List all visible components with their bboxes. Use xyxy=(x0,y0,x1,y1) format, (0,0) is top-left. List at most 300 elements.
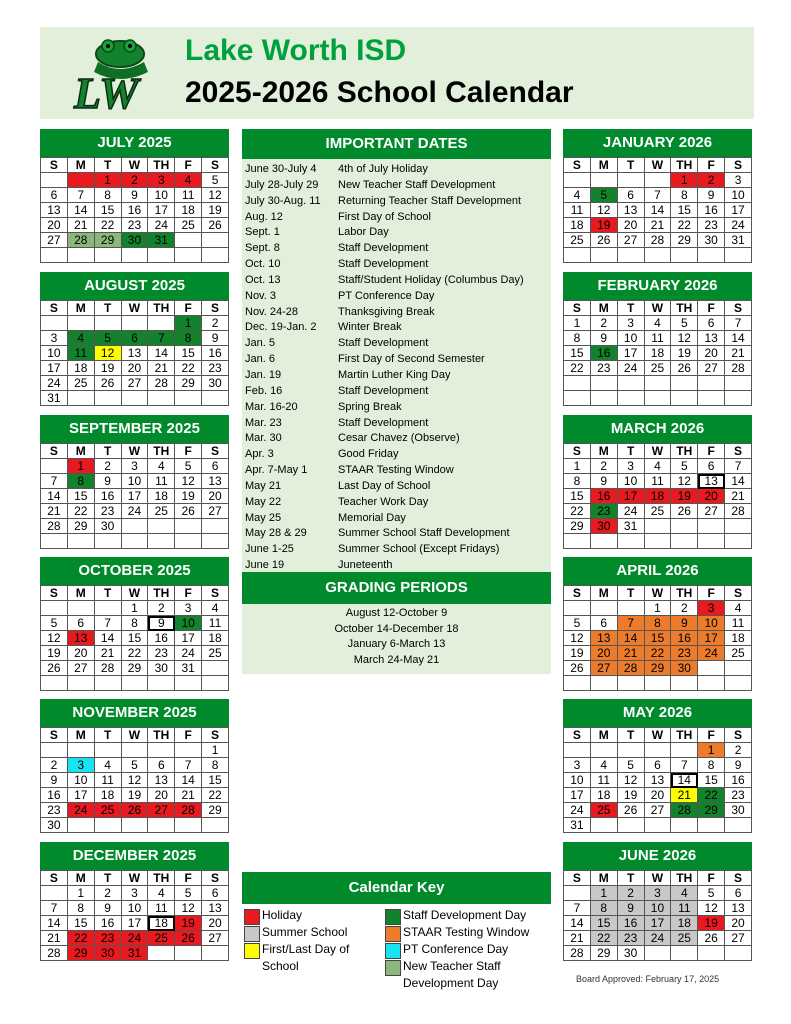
empty-day-cell xyxy=(590,818,617,833)
day-cell: 29 xyxy=(121,661,148,676)
day-cell: 13 xyxy=(644,773,671,788)
day-cell: 31 xyxy=(175,661,202,676)
week-row xyxy=(41,489,229,504)
day-cell: 9 xyxy=(94,474,121,489)
empty-day-cell xyxy=(725,946,752,961)
weekday-label: TH xyxy=(671,158,698,173)
empty-day-cell xyxy=(148,316,175,331)
empty-day-cell xyxy=(148,248,175,263)
day-cell: 17 xyxy=(41,361,68,376)
week-row xyxy=(564,661,752,676)
day-cell: 4 xyxy=(644,316,671,331)
day-cell: 12 xyxy=(617,773,644,788)
day-cell: 20 xyxy=(617,218,644,233)
key-label: First/Last Day of School xyxy=(262,942,350,973)
week-row xyxy=(564,901,752,916)
day-cell: 1 xyxy=(644,601,671,616)
weekday-label: TH xyxy=(148,444,175,459)
day-cell: 10 xyxy=(644,901,671,916)
key-swatch xyxy=(385,960,401,976)
day-cell: 30 xyxy=(94,519,121,534)
day-cell: 14 xyxy=(148,346,175,361)
day-cell: 28 xyxy=(617,661,644,676)
day-cell: 2 xyxy=(94,459,121,474)
empty-day-cell xyxy=(175,818,202,833)
key-label: PT Conference Day xyxy=(403,942,509,956)
day-cell: 8 xyxy=(67,474,94,489)
empty-day-cell xyxy=(175,391,202,406)
weekday-label: F xyxy=(175,444,202,459)
empty-day-cell xyxy=(175,946,202,961)
important-date-row xyxy=(242,526,551,542)
important-date: Sept. 8 xyxy=(245,242,280,255)
day-cell: 18 xyxy=(590,788,617,803)
month-title: APRIL 2026 xyxy=(563,557,752,585)
day-cell: 30 xyxy=(671,661,698,676)
week-row xyxy=(564,646,752,661)
day-cell: 13 xyxy=(148,773,175,788)
day-cell: 23 xyxy=(671,646,698,661)
weekday-header-row xyxy=(564,301,752,316)
grading-periods-list xyxy=(242,604,551,674)
empty-day-cell xyxy=(41,316,68,331)
day-cell: 7 xyxy=(94,616,121,631)
empty-day-cell xyxy=(148,676,175,691)
grading-periods-panel xyxy=(242,572,551,674)
day-cell: 15 xyxy=(698,773,725,788)
day-cell: 3 xyxy=(67,758,94,773)
day-cell: 16 xyxy=(617,916,644,931)
empty-day-cell xyxy=(175,248,202,263)
day-cell: 30 xyxy=(617,946,644,961)
key-swatch xyxy=(244,926,260,942)
important-event: Good Friday xyxy=(338,448,399,461)
weekday-label: F xyxy=(175,728,202,743)
day-cell: 18 xyxy=(644,489,671,504)
empty-day-cell xyxy=(644,391,671,406)
day-cell: 22 xyxy=(564,504,591,519)
weekday-label: M xyxy=(590,301,617,316)
week-row xyxy=(41,173,229,188)
day-cell: 16 xyxy=(202,346,229,361)
empty-day-cell xyxy=(41,676,68,691)
empty-day-cell xyxy=(67,391,94,406)
empty-day-cell xyxy=(590,534,617,549)
day-cell: 2 xyxy=(94,886,121,901)
day-cell: 7 xyxy=(644,188,671,203)
week-row xyxy=(41,504,229,519)
day-cell: 10 xyxy=(725,188,752,203)
day-cell: 26 xyxy=(94,376,121,391)
day-cell: 8 xyxy=(67,901,94,916)
day-cell: 4 xyxy=(175,173,202,188)
empty-day-cell xyxy=(121,743,148,758)
weekday-label: TH xyxy=(148,728,175,743)
day-cell: 24 xyxy=(725,218,752,233)
empty-day-cell xyxy=(67,173,94,188)
weekday-label: F xyxy=(698,444,725,459)
empty-day-cell xyxy=(121,316,148,331)
day-cell: 20 xyxy=(148,788,175,803)
weekday-header-row xyxy=(564,158,752,173)
weekday-label: S xyxy=(725,444,752,459)
day-cell: 25 xyxy=(671,931,698,946)
week-row xyxy=(41,646,229,661)
weekday-label: T xyxy=(94,444,121,459)
day-cell: 8 xyxy=(644,616,671,631)
day-cell: 15 xyxy=(121,631,148,646)
day-cell: 18 xyxy=(94,788,121,803)
week-row xyxy=(41,601,229,616)
empty-day-cell xyxy=(564,173,591,188)
day-cell: 22 xyxy=(67,931,94,946)
week-row xyxy=(41,346,229,361)
day-cell: 10 xyxy=(564,773,591,788)
month-title: DECEMBER 2025 xyxy=(40,842,229,870)
weekday-label: F xyxy=(175,871,202,886)
day-cell: 28 xyxy=(148,376,175,391)
day-cell: 6 xyxy=(644,758,671,773)
important-date-row xyxy=(242,273,551,289)
day-cell: 3 xyxy=(617,459,644,474)
week-row xyxy=(41,474,229,489)
calendar-key-title: Calendar Key xyxy=(242,872,551,904)
day-cell: 17 xyxy=(67,788,94,803)
day-cell: 3 xyxy=(725,173,752,188)
key-label: Holiday xyxy=(262,908,303,922)
day-cell: 11 xyxy=(175,188,202,203)
day-cell: 31 xyxy=(725,233,752,248)
day-cell: 12 xyxy=(175,901,202,916)
empty-day-cell xyxy=(41,459,68,474)
week-row xyxy=(564,946,752,961)
weekday-label: F xyxy=(698,728,725,743)
day-cell: 16 xyxy=(94,489,121,504)
month-calendar-aug xyxy=(40,272,229,406)
day-cell: 22 xyxy=(94,218,121,233)
month-calendar-sep xyxy=(40,415,229,549)
week-row xyxy=(41,743,229,758)
day-cell: 19 xyxy=(41,646,68,661)
day-cell: 26 xyxy=(617,803,644,818)
weekday-label: TH xyxy=(148,158,175,173)
day-cell: 4 xyxy=(94,758,121,773)
important-date-row xyxy=(242,257,551,273)
empty-day-cell xyxy=(564,376,591,391)
day-cell: 20 xyxy=(698,489,725,504)
empty-day-cell xyxy=(202,391,229,406)
week-row xyxy=(564,218,752,233)
important-date: Feb. 16 xyxy=(245,384,283,397)
empty-day-cell xyxy=(175,743,202,758)
day-cell: 7 xyxy=(725,459,752,474)
day-cell: 16 xyxy=(41,788,68,803)
day-cell: 19 xyxy=(94,361,121,376)
important-event: Last Day of School xyxy=(338,479,431,492)
day-cell: 3 xyxy=(644,886,671,901)
day-cell: 18 xyxy=(148,916,175,931)
day-cell: 23 xyxy=(94,931,121,946)
weekday-label: W xyxy=(121,158,148,173)
day-cell: 27 xyxy=(617,233,644,248)
weekday-label: T xyxy=(94,728,121,743)
week-row xyxy=(564,504,752,519)
empty-day-cell xyxy=(67,676,94,691)
week-row xyxy=(564,676,752,691)
day-cell: 6 xyxy=(41,188,68,203)
empty-day-cell xyxy=(564,601,591,616)
day-cell: 16 xyxy=(590,346,617,361)
day-cell: 7 xyxy=(175,758,202,773)
day-cell: 26 xyxy=(175,931,202,946)
day-cell: 16 xyxy=(671,631,698,646)
day-cell: 16 xyxy=(725,773,752,788)
empty-day-cell xyxy=(41,248,68,263)
week-row xyxy=(564,916,752,931)
day-cell: 3 xyxy=(121,886,148,901)
important-event: STAAR Testing Window xyxy=(338,464,454,477)
week-row xyxy=(41,773,229,788)
day-cell: 21 xyxy=(67,218,94,233)
empty-day-cell xyxy=(564,534,591,549)
empty-day-cell xyxy=(148,946,175,961)
key-label: New Teacher Staff Development Day xyxy=(403,959,501,990)
day-cell: 21 xyxy=(725,489,752,504)
weekday-label: S xyxy=(41,301,68,316)
weekday-label: M xyxy=(590,728,617,743)
frog-logo-icon xyxy=(68,36,160,114)
day-cell: 30 xyxy=(121,233,148,248)
important-event: Cesar Chavez (Observe) xyxy=(338,432,460,445)
empty-day-cell xyxy=(564,676,591,691)
weekday-label: W xyxy=(121,301,148,316)
empty-day-cell xyxy=(94,818,121,833)
day-cell: 9 xyxy=(148,616,175,631)
week-row xyxy=(564,361,752,376)
month-calendar-jul xyxy=(40,129,229,263)
weekday-label: W xyxy=(644,586,671,601)
day-cell: 20 xyxy=(725,916,752,931)
day-cell: 22 xyxy=(175,361,202,376)
weekday-label: W xyxy=(121,586,148,601)
important-date-row xyxy=(242,495,551,511)
weekday-label: T xyxy=(617,586,644,601)
empty-day-cell xyxy=(617,676,644,691)
day-cell: 25 xyxy=(644,504,671,519)
week-row xyxy=(41,391,229,406)
grading-periods-title: GRADING PERIODS xyxy=(242,572,551,604)
day-cell: 12 xyxy=(41,631,68,646)
day-cell: 17 xyxy=(644,916,671,931)
week-row xyxy=(564,474,752,489)
day-cell: 24 xyxy=(617,504,644,519)
grading-period: August 12-October 9 xyxy=(345,607,448,619)
important-date: June 30-July 4 xyxy=(245,163,317,175)
empty-day-cell xyxy=(94,316,121,331)
empty-day-cell xyxy=(617,818,644,833)
empty-day-cell xyxy=(590,376,617,391)
day-cell: 1 xyxy=(175,316,202,331)
week-row xyxy=(41,931,229,946)
day-cell: 10 xyxy=(67,773,94,788)
empty-day-cell xyxy=(725,534,752,549)
week-row xyxy=(564,803,752,818)
empty-day-cell xyxy=(94,248,121,263)
day-cell: 2 xyxy=(41,758,68,773)
month-calendar-jan xyxy=(563,129,752,263)
empty-day-cell xyxy=(67,316,94,331)
day-cell: 15 xyxy=(202,773,229,788)
week-row xyxy=(41,519,229,534)
day-cell: 5 xyxy=(94,331,121,346)
important-date: Jan. 6 xyxy=(245,353,275,366)
day-cell: 2 xyxy=(590,316,617,331)
day-cell: 16 xyxy=(94,916,121,931)
weekday-label: M xyxy=(590,158,617,173)
week-row xyxy=(41,803,229,818)
day-cell: 12 xyxy=(175,474,202,489)
day-cell: 18 xyxy=(644,346,671,361)
week-row xyxy=(41,916,229,931)
day-cell: 16 xyxy=(590,489,617,504)
day-cell: 25 xyxy=(175,218,202,233)
day-cell: 6 xyxy=(121,331,148,346)
day-cell: 28 xyxy=(564,946,591,961)
day-cell: 15 xyxy=(94,203,121,218)
week-row xyxy=(41,233,229,248)
day-cell: 24 xyxy=(617,361,644,376)
empty-day-cell xyxy=(67,818,94,833)
day-cell: 12 xyxy=(564,631,591,646)
grading-period: January 6-March 13 xyxy=(347,638,446,650)
important-dates-title: IMPORTANT DATES xyxy=(242,129,551,159)
important-event: Winter Break xyxy=(338,321,402,334)
day-cell: 23 xyxy=(590,504,617,519)
week-row xyxy=(41,788,229,803)
day-cell: 14 xyxy=(671,773,698,788)
empty-day-cell xyxy=(67,248,94,263)
empty-day-cell xyxy=(41,601,68,616)
weekday-label: W xyxy=(644,728,671,743)
day-cell: 22 xyxy=(67,504,94,519)
empty-day-cell xyxy=(590,743,617,758)
empty-day-cell xyxy=(202,534,229,549)
day-cell: 10 xyxy=(41,346,68,361)
day-cell: 30 xyxy=(148,661,175,676)
day-cell: 27 xyxy=(202,504,229,519)
day-cell: 2 xyxy=(202,316,229,331)
weekday-label: T xyxy=(617,871,644,886)
day-cell: 30 xyxy=(202,376,229,391)
week-row xyxy=(564,743,752,758)
day-cell: 16 xyxy=(698,203,725,218)
week-row xyxy=(564,346,752,361)
day-cell: 28 xyxy=(41,519,68,534)
empty-day-cell xyxy=(148,391,175,406)
day-cell: 29 xyxy=(698,803,725,818)
day-cell: 14 xyxy=(725,331,752,346)
weekday-label: TH xyxy=(671,871,698,886)
weekday-label: T xyxy=(617,728,644,743)
empty-day-cell xyxy=(644,248,671,263)
empty-day-cell xyxy=(175,519,202,534)
day-cell: 25 xyxy=(644,361,671,376)
week-row xyxy=(564,391,752,406)
empty-day-cell xyxy=(175,676,202,691)
day-cell: 25 xyxy=(94,803,121,818)
week-row xyxy=(564,519,752,534)
day-cell: 9 xyxy=(121,188,148,203)
important-date-row xyxy=(242,305,551,321)
day-cell: 12 xyxy=(698,901,725,916)
day-cell: 26 xyxy=(564,661,591,676)
weekday-label: T xyxy=(94,871,121,886)
empty-day-cell xyxy=(698,946,725,961)
week-row xyxy=(564,188,752,203)
day-cell: 24 xyxy=(564,803,591,818)
day-cell: 22 xyxy=(698,788,725,803)
week-row xyxy=(41,316,229,331)
weekday-label: S xyxy=(725,301,752,316)
day-cell: 2 xyxy=(698,173,725,188)
grading-period: March 24-May 21 xyxy=(353,653,440,666)
day-cell: 1 xyxy=(202,743,229,758)
day-cell: 30 xyxy=(41,818,68,833)
day-cell: 29 xyxy=(175,376,202,391)
weekday-label: T xyxy=(94,586,121,601)
day-cell: 29 xyxy=(564,519,591,534)
day-cell: 5 xyxy=(175,886,202,901)
empty-day-cell xyxy=(94,601,121,616)
empty-day-cell xyxy=(617,173,644,188)
day-cell: 14 xyxy=(175,773,202,788)
weekday-label: W xyxy=(644,871,671,886)
week-row xyxy=(41,361,229,376)
day-cell: 21 xyxy=(148,361,175,376)
day-cell: 3 xyxy=(175,601,202,616)
important-date: May 21 xyxy=(245,479,282,492)
day-cell: 7 xyxy=(148,331,175,346)
important-event: Thanksgiving Break xyxy=(338,305,435,318)
important-date: Jan. 5 xyxy=(245,337,275,350)
day-cell: 2 xyxy=(121,173,148,188)
weekday-label: S xyxy=(202,728,229,743)
district-name: Lake Worth ISD xyxy=(185,34,407,67)
month-title: JANUARY 2026 xyxy=(563,129,752,157)
weekday-label: TH xyxy=(671,586,698,601)
important-date: Nov. 3 xyxy=(245,289,276,302)
day-cell: 15 xyxy=(564,346,591,361)
month-calendar-jun xyxy=(563,842,752,961)
important-date-row xyxy=(242,241,551,257)
day-cell: 9 xyxy=(671,616,698,631)
weekday-header-row xyxy=(564,586,752,601)
day-cell: 12 xyxy=(121,773,148,788)
empty-day-cell xyxy=(671,376,698,391)
day-cell: 15 xyxy=(67,916,94,931)
day-cell: 7 xyxy=(617,616,644,631)
day-cell: 28 xyxy=(671,803,698,818)
empty-day-cell xyxy=(617,534,644,549)
important-event: Spring Break xyxy=(338,400,402,413)
important-date-row xyxy=(242,320,551,336)
empty-day-cell xyxy=(94,676,121,691)
empty-day-cell xyxy=(590,248,617,263)
important-date: Oct. 13 xyxy=(245,273,281,286)
important-date: July 30-Aug. 11 xyxy=(245,194,321,207)
day-cell: 31 xyxy=(121,946,148,961)
empty-day-cell xyxy=(564,743,591,758)
